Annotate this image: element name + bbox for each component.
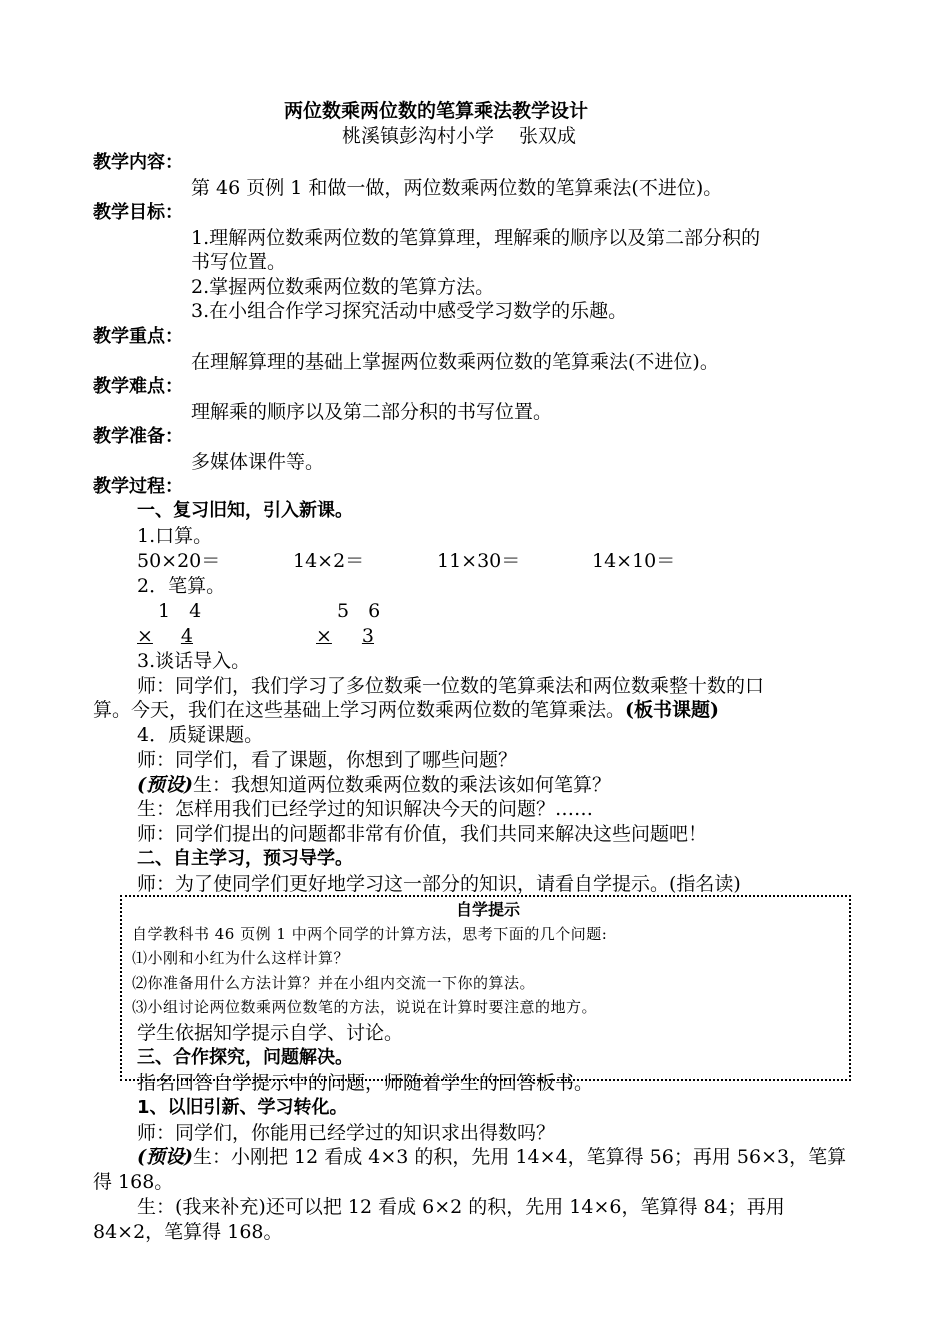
calc-2-bottom — [316, 624, 382, 648]
preset-label-2: (预设) — [137, 1146, 193, 1168]
heading-process: 教学过程： — [93, 476, 183, 497]
oral-q3: 11×30＝ — [437, 550, 521, 572]
question-label: 4．质疑课题。 — [137, 724, 264, 746]
talk-4: 生：怎样用我们已经学过的知识解决今天的问题？…… — [137, 798, 594, 820]
tips-line-1: ⑴小刚和小红为什么这样计算？ — [132, 949, 350, 967]
talk-1a: 师：同学们，我们学习了多位数乘一位数的笔算乘法和两位数乘整十数的口 — [137, 675, 765, 697]
after-2: 指名回答自学提示中的问题，师随着学生的回答板书。 — [137, 1072, 594, 1094]
calc-2-multiplier: 3 — [361, 625, 375, 647]
goal-2: 2.掌握两位数乘两位数的笔算方法。 — [191, 276, 495, 298]
content-text: 第 46 页例 1 和做一做，两位数乘两位数的笔算乘法(不进位)。 — [191, 177, 723, 199]
section-1-title: 一、复习旧知，引入新课。 — [137, 500, 353, 521]
after-4b: 得 168。 — [93, 1171, 174, 1193]
after-1: 学生依据知学提示自学、讨论。 — [137, 1022, 404, 1044]
oral-label: 1.口算。 — [137, 525, 213, 547]
calc-1-top: 1 4 — [158, 600, 202, 622]
preset-label: (预设) — [137, 774, 193, 796]
goal-3: 3.在小组合作学习探究活动中感受学习数学的乐趣。 — [191, 300, 628, 322]
heading-goals: 教学目标： — [93, 202, 183, 223]
after-4-text: 生：小刚把 12 看成 4×3 的积，先用 14×4，笔算得 56；再用 56×3，笔算 — [192, 1146, 847, 1168]
section-2-title: 二、自主学习，预习导学。 — [137, 848, 353, 869]
calc-2-top: 5 6 — [337, 600, 381, 622]
talk-1b-text: 算。今天，我们在这些基础上学习两位数乘两位数的笔算乘法。 — [93, 699, 626, 721]
heading-difficulty: 教学难点： — [93, 376, 183, 397]
tips-title: 自学提示 — [456, 900, 521, 919]
written-label: 2．笔算。 — [137, 575, 226, 597]
oral-q1: 50×20＝ — [137, 550, 221, 572]
key-text: 在理解算理的基础上掌握两位数乘两位数的笔算乘法(不进位)。 — [191, 351, 719, 373]
section-3-title: 三、合作探究，问题解决。 — [137, 1047, 353, 1068]
talk-3 — [137, 773, 611, 797]
tips-line-2: ⑵你准备用什么方法计算？并在小组内交流一下你的算法。 — [132, 974, 536, 992]
after-3: 师：同学们，你能用已经学过的知识求出得数吗？ — [137, 1122, 556, 1144]
after-4 — [137, 1145, 846, 1169]
oral-q2: 14×2＝ — [293, 550, 365, 572]
after-5b: 84×2，笔算得 168。 — [93, 1221, 283, 1243]
talk-5: 师：同学们提出的问题都非常有价值，我们共同来解决这些问题吧！ — [137, 823, 708, 845]
after-5: 生：(我来补充)还可以把 12 看成 6×2 的积，先用 14×6，笔算得 84；再用 — [137, 1196, 785, 1218]
board-note: (板书课题) — [625, 699, 719, 721]
talk-3-text: 生：我想知道两位数乘两位数的乘法该如何笔算？ — [192, 774, 611, 796]
calc-1-bottom — [137, 624, 203, 648]
tips-line-0: 自学教科书 46 页例 1 中两个同学的计算方法，思考下面的几个问题: — [132, 925, 608, 943]
oral-q4: 14×10＝ — [592, 550, 676, 572]
heading-key: 教学重点： — [93, 326, 183, 347]
goal-1b: 书写位置。 — [191, 251, 287, 273]
difficulty-text: 理解乘的顺序以及第二部分积的书写位置。 — [191, 401, 553, 423]
heading-prep: 教学准备： — [93, 426, 183, 447]
doc-author: 桃溪镇彭沟村小学 张双成 — [342, 125, 577, 147]
talk-1b — [93, 698, 719, 722]
subsection-1-title: 1、以旧引新、学习转化。 — [137, 1097, 348, 1118]
calc-1-multiplier: 4 — [180, 625, 194, 647]
talk-label: 3.谈话导入。 — [137, 650, 251, 672]
tips-line-3: ⑶小组讨论两位数乘两位数笔的方法，说说在计算时要注意的地方。 — [132, 998, 598, 1016]
calc-2-operator: × — [316, 625, 332, 647]
talk-2: 师：同学们，看了课题，你想到了哪些问题？ — [137, 749, 518, 771]
calc-1-operator: × — [137, 625, 153, 647]
goal-1a: 1.理解两位数乘两位数的笔算算理，理解乘的顺序以及第二部分积的 — [191, 227, 761, 249]
talk-6: 师：为了使同学们更好地学习这一部分的知识，请看自学提示。(指名读) — [137, 873, 741, 895]
doc-title: 两位数乘两位数的笔算乘法教学设计 — [284, 100, 589, 122]
heading-content: 教学内容： — [93, 152, 183, 173]
prep-text: 多媒体课件等。 — [191, 451, 325, 473]
